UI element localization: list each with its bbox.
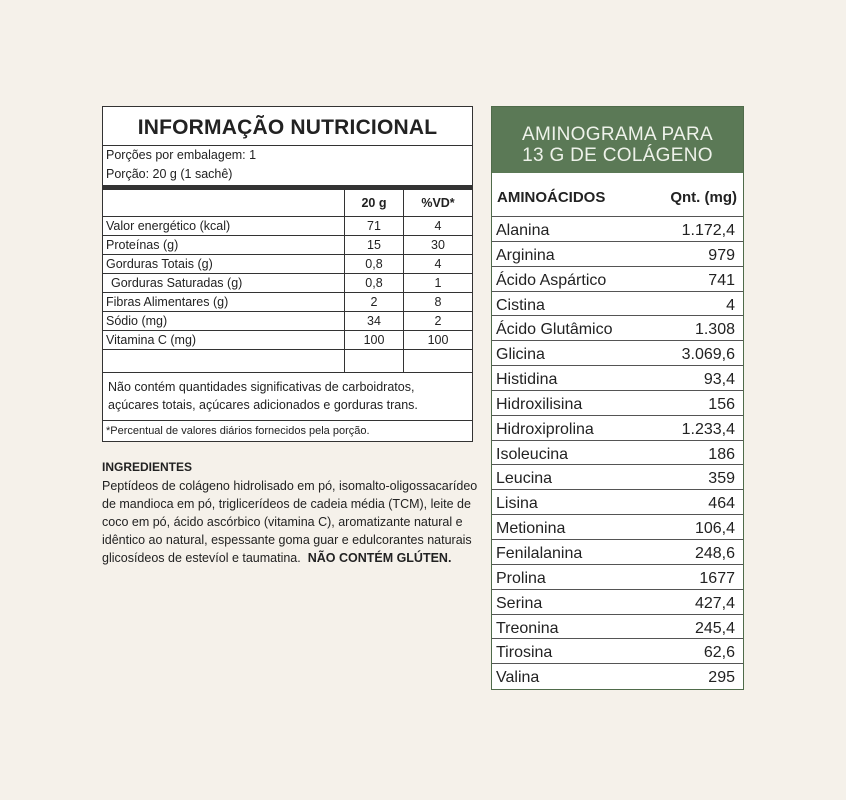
amino-name: Leucina <box>496 470 553 488</box>
empty-cell <box>103 350 345 373</box>
empty-cell <box>345 350 404 373</box>
nutrient-name: Valor energético (kcal) <box>103 217 345 236</box>
nutrient-dv: 4 <box>404 217 473 236</box>
aminogram-row <box>492 565 743 590</box>
aminogram-title-line1: AMINOGRAMA PARA <box>521 124 713 145</box>
amino-name: Histidina <box>496 371 558 389</box>
amino-qty: 359 <box>708 470 735 488</box>
nutrition-title: INFORMAÇÃO NUTRICIONAL <box>137 116 438 139</box>
amino-qty: 1.233,4 <box>681 420 735 438</box>
servings-per-package: Porções por embalagem: 1 <box>103 145 472 165</box>
aminogram-row <box>492 316 743 341</box>
aminogram-row <box>492 217 743 242</box>
aminogram-row <box>492 490 743 515</box>
amino-name: Hidroxilisina <box>496 395 583 413</box>
aminogram-row <box>492 615 743 640</box>
aminogram-table <box>491 106 744 690</box>
serving-size: Porção: 20 g (1 sachê) <box>106 167 233 181</box>
ingredients-heading: INGREDIENTES <box>102 460 193 474</box>
aminogram-row <box>492 639 743 664</box>
amino-qty: 93,4 <box>703 371 735 389</box>
amino-qty: 295 <box>708 669 735 687</box>
nutrient-dv: 30 <box>404 236 473 255</box>
aminogram-row <box>492 441 743 466</box>
amino-name: Ácido Glutâmico <box>496 321 613 339</box>
nutrient-dv: 8 <box>404 293 473 312</box>
amino-qty: 1.172,4 <box>681 222 735 239</box>
amino-name: Isoleucina <box>496 445 569 463</box>
aminogram-row <box>492 391 743 416</box>
amino-qty: 3.069,6 <box>681 346 735 364</box>
nutrition-row <box>103 274 472 293</box>
nutrition-notice: Não contém quantidades significativas de carboidratos, açúcares totais, açúcares adicionados e gorduras trans. <box>103 372 472 420</box>
nutrient-amount: 71 <box>345 217 404 236</box>
empty-cell <box>404 350 473 373</box>
aminogram-row <box>492 515 743 540</box>
nutrition-row <box>103 255 472 274</box>
amino-name: Lisina <box>496 495 538 513</box>
nutrition-footnote: *Percentual de valores diários fornecidos pela porção. <box>103 420 472 441</box>
aminogram-header-row <box>492 173 743 217</box>
amino-name: Prolina <box>496 569 546 587</box>
aminogram-row <box>492 465 743 490</box>
ingredients-section <box>102 459 482 567</box>
amino-name: Glicina <box>496 346 545 364</box>
nutrition-row <box>103 236 472 255</box>
amino-qty: 156 <box>708 395 735 413</box>
aminogram-row <box>492 416 743 441</box>
nutrition-row <box>103 331 472 350</box>
ingredients-text <box>102 477 482 567</box>
amino-name: Fenilalanina <box>496 544 583 562</box>
nutrient-name: Gorduras Totais (g) <box>103 255 345 274</box>
amino-qty: 1677 <box>699 569 735 587</box>
aminogram-col-name: AMINOÁCIDOS <box>497 189 606 206</box>
aminogram-row <box>492 664 743 689</box>
aminogram-row <box>492 267 743 292</box>
amino-qty: 186 <box>708 445 735 463</box>
amino-qty: 62,6 <box>703 644 735 662</box>
aminogram-rows <box>492 217 743 689</box>
nutrient-dv: 100 <box>404 331 473 350</box>
nutrient-amount: 2 <box>345 293 404 312</box>
nutrient-dv: 4 <box>404 255 473 274</box>
nutrition-facts-table <box>102 106 473 442</box>
amino-qty: 248,6 <box>694 544 735 562</box>
header-amount: 20 g <box>345 190 404 217</box>
nutrient-dv: 1 <box>404 274 473 293</box>
nutrient-amount: 0,8 <box>345 255 404 274</box>
nutrient-amount: 34 <box>345 312 404 331</box>
nutrition-empty-row <box>103 350 472 373</box>
aminogram-row <box>492 590 743 615</box>
amino-name: Arginina <box>496 246 555 264</box>
nutrient-amount: 0,8 <box>345 274 404 293</box>
aminogram-row <box>492 366 743 391</box>
header-dv: %VD* <box>404 190 473 217</box>
amino-qty: 106,4 <box>694 520 735 538</box>
nutrient-name: Proteínas (g) <box>103 236 345 255</box>
amino-qty: 1.308 <box>694 321 735 339</box>
aminogram-row <box>492 540 743 565</box>
amino-qty: 245,4 <box>694 619 735 637</box>
nutrient-name: Vitamina C (mg) <box>103 331 345 350</box>
amino-name: Tirosina <box>496 644 553 662</box>
header-empty <box>103 190 345 217</box>
amino-qty: 4 <box>726 296 735 314</box>
amino-name: Valina <box>496 669 540 687</box>
nutrient-name: Gorduras Saturadas (g) <box>103 274 345 293</box>
nutrition-grid <box>103 190 472 372</box>
aminogram-title <box>492 107 743 173</box>
aminogram-row <box>492 242 743 267</box>
nutrient-dv: 2 <box>404 312 473 331</box>
amino-name: Metionina <box>496 520 566 538</box>
amino-name: Alanina <box>496 222 550 239</box>
amino-qty: 427,4 <box>694 594 735 612</box>
nutrient-amount: 100 <box>345 331 404 350</box>
nutrient-name: Sódio (mg) <box>103 312 345 331</box>
amino-qty: 741 <box>708 271 735 289</box>
aminogram-col-qty: Qnt. (mg) <box>670 189 737 206</box>
amino-name: Ácido Aspártico <box>496 271 607 289</box>
nutrition-row <box>103 217 472 236</box>
amino-name: Treonina <box>496 619 559 637</box>
aminogram-title-line2: 13 G DE COLÁGENO <box>522 145 713 166</box>
nutrition-header-row <box>103 190 472 217</box>
aminogram-row <box>492 341 743 366</box>
ingredients-list: Peptídeos de colágeno hidrolisado em pó, isomalto-oligossacarídeo de mandioca em pó, triglicerídeos de cadeia média (TCM), leite de coco em pó, ácido ascórbico (vitamina C), aromatizante natural e idêntico ao natural, espessante goma guar e edulcorantes naturais glicosídeos de estevíol e taumatina. <box>102 479 478 565</box>
amino-name: Cistina <box>496 296 545 314</box>
nutrient-name: Fibras Alimentares (g) <box>103 293 345 312</box>
nutrition-row <box>103 312 472 331</box>
amino-name: Hidroxiprolina <box>496 420 594 438</box>
amino-qty: 979 <box>708 246 735 264</box>
amino-qty: 464 <box>708 495 735 513</box>
nutrient-amount: 15 <box>345 236 404 255</box>
nutrition-row <box>103 293 472 312</box>
gluten-warning: NÃO CONTÉM GLÚTEN. <box>307 551 452 565</box>
aminogram-row <box>492 292 743 317</box>
amino-name: Serina <box>496 594 543 612</box>
